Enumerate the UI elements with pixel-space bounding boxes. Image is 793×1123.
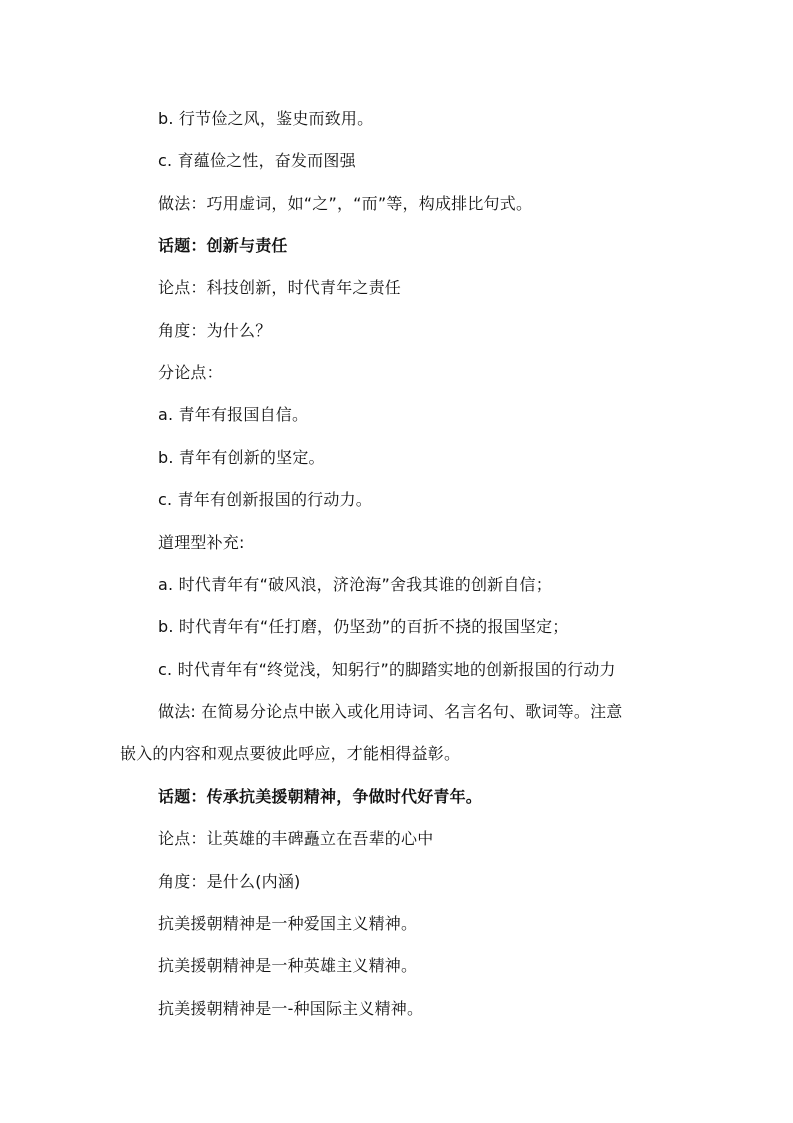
list-item: b. 时代青年有“任打磨，仍坚劲”的百折不挠的报国坚定；	[158, 617, 569, 636]
text-line: 抗美援朝精神是一种英雄主义精神。	[158, 956, 418, 975]
text-line: 抗美援朝精神是一种爱国主义精神。	[158, 914, 418, 933]
paragraph-line: 嵌入的内容和观点要彼此呼应，才能相得益彰。	[120, 744, 461, 763]
text-line: 论点：让英雄的丰碑矗立在吾辈的心中	[158, 829, 434, 848]
list-item: c. 时代青年有“终觉浅，知躬行”的脚踏实地的创新报国的行动力	[158, 660, 616, 679]
list-item: b. 青年有创新的坚定。	[158, 448, 325, 467]
paragraph-line: 做法: 在简易分论点中嵌入或化用诗词、名言名句、歌词等。注意	[158, 702, 623, 721]
text-line: 做法：巧用虚词，如“之”，“而”等，构成排比句式。	[158, 194, 533, 213]
list-item: a. 时代青年有“破风浪，济沧海”舍我其谁的创新自信；	[158, 575, 552, 594]
text-line: 抗美援朝精神是一-种国际主义精神。	[158, 999, 424, 1018]
text-line: 分论点：	[158, 363, 223, 382]
text-line: 道理型补充:	[158, 533, 245, 552]
text-line: 角度：为什么？	[158, 321, 272, 340]
section-heading: 话题：传承抗美援朝精神，争做时代好青年。	[158, 787, 483, 806]
list-item: c. 青年有创新报国的行动力。	[158, 490, 372, 509]
list-item: a. 青年有报国自信。	[158, 405, 309, 424]
text-line: 角度：是什么(内涵)	[158, 872, 301, 891]
text-line: b. 行节俭之风，鉴史而致用。	[158, 109, 374, 128]
section-heading: 话题：创新与责任	[158, 236, 288, 255]
text-line: 论点：科技创新，时代青年之责任	[158, 278, 402, 297]
text-line: c. 育蕴俭之性，奋发而图强	[158, 151, 356, 170]
